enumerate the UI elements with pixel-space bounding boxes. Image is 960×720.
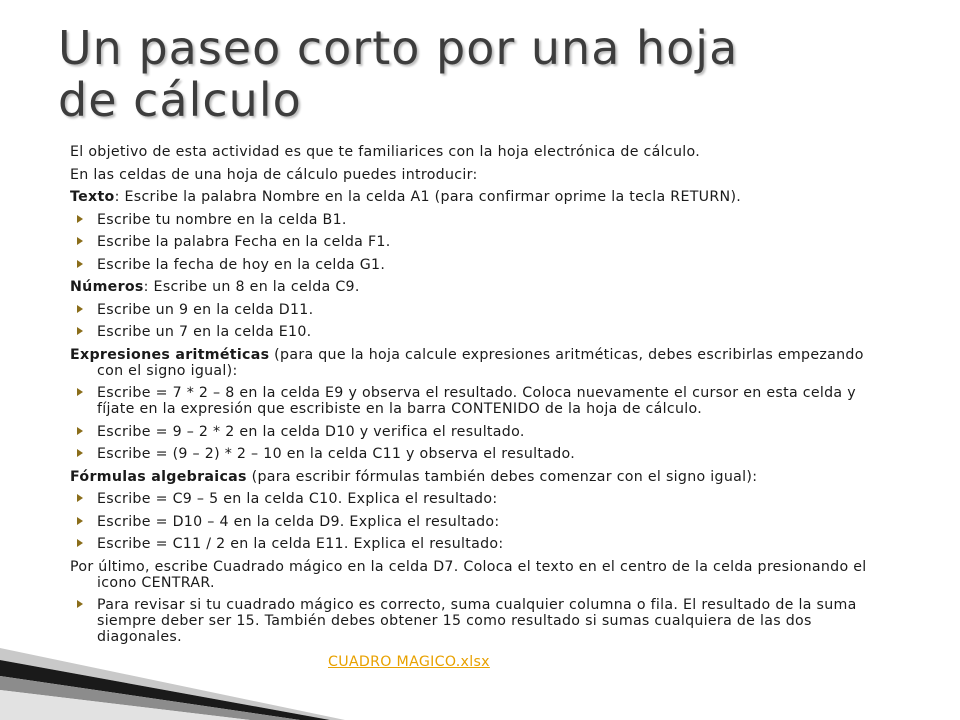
list-item-text: Escribe = 7 * 2 – 8 en la celda E9 y observa el resultado. Coloca nuevamente el cursor en esta celda y fíjate en la expresión que escribiste en la barra CONTENIDO de la hoja de cálculo. bbox=[97, 385, 856, 417]
list-item-text: Escribe un 9 en la celda D11. bbox=[97, 301, 314, 318]
list-item bbox=[70, 302, 890, 318]
intro-paragraph-2: En las celdas de una hoja de cálculo puedes introducir: bbox=[70, 166, 478, 183]
arrow-bullet-icon bbox=[77, 427, 83, 435]
expresiones-paragraph bbox=[70, 347, 890, 379]
arrow-bullet-icon bbox=[77, 600, 83, 608]
list-item bbox=[70, 324, 890, 340]
list-item bbox=[70, 536, 890, 552]
list-item bbox=[70, 212, 890, 228]
arrow-bullet-icon bbox=[77, 388, 83, 396]
list-item-text: Escribe = C9 – 5 en la celda C10. Explica el resultado: bbox=[97, 491, 498, 507]
arrow-bullet-icon bbox=[77, 539, 83, 547]
list-item-text: Escribe = 9 – 2 * 2 en la celda D10 y verifica el resultado. bbox=[97, 423, 525, 440]
list-item-text: Escribe la palabra Fecha en la celda F1. bbox=[97, 234, 391, 250]
numeros-label: Números bbox=[70, 279, 144, 295]
list-item bbox=[70, 385, 890, 417]
expresiones-text: (para que la hoja calcule expresiones aritméticas, debes escribirlas empezando con el signo igual): bbox=[97, 346, 864, 379]
title-line-1: Un paseo corto por una hoja bbox=[58, 21, 739, 75]
list-item-text: Escribe un 7 en la celda E10. bbox=[97, 324, 312, 340]
numeros-paragraph bbox=[70, 279, 890, 295]
formulas-label: Fórmulas algebraicas bbox=[70, 468, 247, 485]
link-row bbox=[70, 651, 890, 670]
expresiones-label: Expresiones aritméticas bbox=[70, 346, 270, 363]
texto-paragraph bbox=[70, 189, 890, 205]
list-item-text: Escribe = D10 – 4 en la celda D9. Explica el resultado: bbox=[97, 513, 500, 530]
arrow-bullet-icon bbox=[77, 237, 83, 245]
list-item bbox=[70, 514, 890, 530]
list-item-text: Escribe = C11 / 2 en la celda E11. Explica el resultado: bbox=[97, 536, 504, 552]
ultimo-paragraph: Por último, escribe Cuadrado mágico en la celda D7. Coloca el texto en el centro de la celda presionando el icono CENTRAR. bbox=[70, 558, 867, 591]
list-item bbox=[70, 597, 890, 645]
arrow-bullet-icon bbox=[77, 449, 83, 457]
list-item bbox=[70, 491, 890, 507]
arrow-bullet-icon bbox=[77, 305, 83, 313]
page-title bbox=[58, 22, 918, 126]
intro-paragraph: El objetivo de esta actividad es que te familiarices con la hoja electrónica de cálculo. bbox=[70, 144, 701, 160]
arrow-bullet-icon bbox=[77, 494, 83, 502]
cuadro-magico-file-link[interactable]: CUADRO MAGICO.xlsx bbox=[328, 653, 490, 670]
title-line-2: de cálculo bbox=[58, 73, 302, 127]
content-body bbox=[70, 144, 890, 670]
list-item-text: Escribe la fecha de hoy en la celda G1. bbox=[97, 256, 386, 273]
arrow-bullet-icon bbox=[77, 327, 83, 335]
formulas-text: (para escribir fórmulas también debes comenzar con el signo igual): bbox=[246, 468, 758, 485]
texto-text: : Escribe la palabra Nombre en la celda A1 (para confirmar oprime la tecla RETURN). bbox=[114, 189, 742, 205]
list-item-text: Escribe = (9 – 2) * 2 – 10 en la celda C11 y observa el resultado. bbox=[97, 446, 576, 462]
list-item bbox=[70, 446, 890, 462]
list-item bbox=[70, 257, 890, 273]
texto-label: Texto bbox=[70, 189, 115, 205]
arrow-bullet-icon bbox=[77, 260, 83, 268]
list-item bbox=[70, 234, 890, 250]
arrow-bullet-icon bbox=[77, 517, 83, 525]
arrow-bullet-icon bbox=[77, 215, 83, 223]
list-item-text: Escribe tu nombre en la celda B1. bbox=[97, 211, 347, 228]
formulas-paragraph bbox=[70, 469, 890, 485]
list-item-text: Para revisar si tu cuadrado mágico es correcto, suma cualquier columna o fila. El resultado de la suma siempre deber ser 15. También debes obtener 15 como resultado si sumas cualquiera de las dos diagonales. bbox=[97, 597, 857, 645]
numeros-text: : Escribe un 8 en la celda C9. bbox=[143, 279, 360, 295]
list-item bbox=[70, 424, 890, 440]
